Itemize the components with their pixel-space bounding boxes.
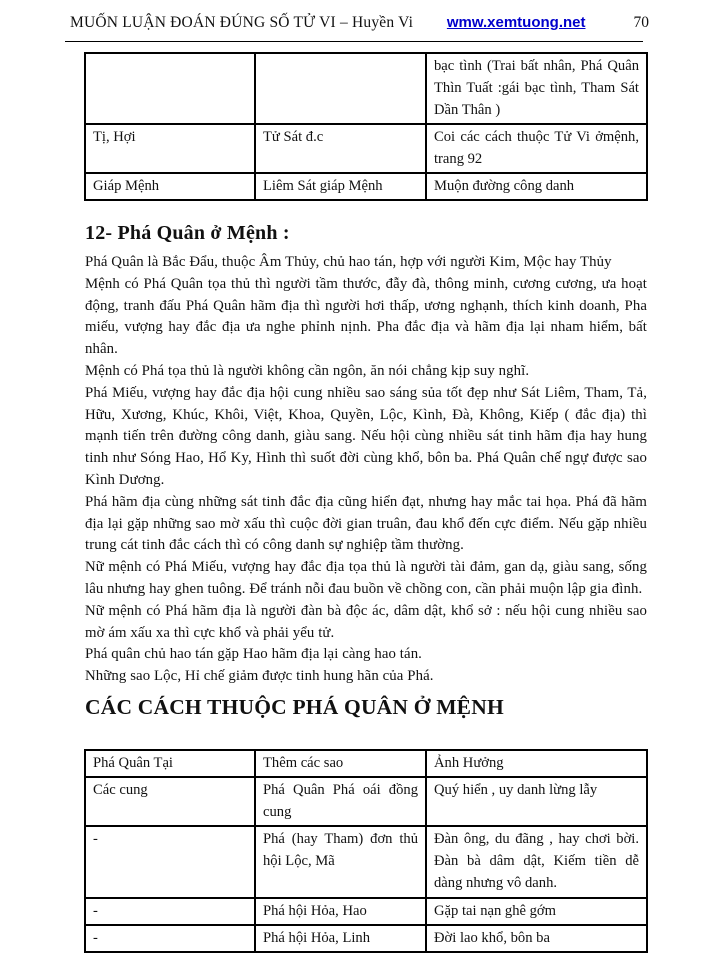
- table-cell: Muộn đường công danh: [426, 173, 647, 200]
- section-body: [85, 252, 647, 688]
- page-number: 70: [633, 14, 649, 31]
- table-cell: Tử Sát đ.c: [255, 124, 426, 173]
- body-paragraph: Mệnh có Phá tọa thủ là người không cần ngôn, ăn nói chẳng kịp suy nghĩ.: [85, 362, 530, 379]
- body-paragraph: Phá quân chủ hao tán gặp Hao hãm địa lại càng hao tán.: [85, 646, 422, 663]
- body-paragraph: Phá hãm địa cùng những sát tinh đắc địa cũng hiển đạt, nhưng hay mắc tai họa. Phá đã hãm địa lại gặp những sao mờ xấu thì cuộc đời gian truân, đau khổ đến cực điểm. Nếu gặp nhiều trung cát tinh đắc cách thì có công danh sự nghiệp tầm thường.: [85, 493, 647, 554]
- table-cell: Phá hội Hỏa, Hao: [255, 898, 426, 925]
- table-header-row: [85, 750, 647, 777]
- continuation-table: [84, 52, 648, 201]
- table-cell: Gặp tai nạn ghê gớm: [426, 898, 647, 925]
- table-row: [85, 925, 647, 952]
- table-cell: [85, 53, 255, 124]
- chapter-heading: CÁC CÁCH THUỘC PHÁ QUÂN Ở MỆNH: [85, 694, 504, 719]
- cases-table: [84, 749, 648, 953]
- table-cell: Phá (hay Tham) đơn thủ hội Lộc, Mã: [255, 826, 426, 898]
- table-cell: -: [85, 898, 255, 925]
- body-paragraph: Nữ mệnh có Phá Miếu, vượng hay đắc địa tọa thủ là người tài đảm, gan dạ, giàu sang, sống lâu nhưng hay ghen tuông. Để tránh nỗi đau buồn về chồng con, cần phải muộn lập gia đình.: [85, 559, 647, 597]
- table-cell: -: [85, 925, 255, 952]
- body-paragraph: Mệnh có Phá Quân tọa thủ thì người tầm thước, đẫy đà, thông minh, cương cương, ưa hoạt động, tranh đấu Phá Quân hãm địa thì người hơi thấp, ương nghạnh, thích kinh doanh, Pha miếu, vượng hay đắc địa ưa nghe phỉnh nịnh. Pha đắc địa và hãm địa lại nham hiểm, bất nhân.: [85, 275, 647, 358]
- table-cell: Phá hội Hỏa, Linh: [255, 925, 426, 952]
- website-link[interactable]: wmw.xemtuong.net: [446, 14, 586, 31]
- table-cell: Coi các cách thuộc Tử Vi ởmệnh, trang 92: [426, 124, 647, 173]
- table-row: [85, 124, 647, 173]
- table-cell: [255, 53, 426, 124]
- header-divider: [65, 41, 643, 42]
- column-header: Phá Quân Tại: [85, 750, 255, 777]
- page-header: [70, 14, 649, 32]
- body-paragraph: Nữ mệnh có Phá hãm địa là người đàn bà độc ác, dâm dật, khổ sở : nếu hội cung nhiều sao mờ ám xấu xa thì cực khổ và phải yểu tử.: [85, 602, 647, 641]
- table-row: [85, 777, 647, 826]
- table-row: [85, 826, 647, 898]
- column-header: Thêm các sao: [255, 750, 426, 777]
- table-cell: Liêm Sát giáp Mệnh: [255, 173, 426, 200]
- table-cell: Giáp Mệnh: [85, 173, 255, 200]
- table-row: [85, 898, 647, 925]
- table-cell: Đàn ông, du đãng , hay chơi bời. Đàn bà dâm dật, Kiếm tiền dễ dàng nhưng vô danh.: [426, 826, 647, 898]
- table-row: [85, 53, 647, 124]
- column-header: Ảnh Hưởng: [426, 750, 647, 777]
- table-cell: bạc tình (Trai bất nhân, Phá Quân Thìn Tuất :gái bạc tình, Tham Sát Dần Thân ): [426, 53, 647, 124]
- body-paragraph: Những sao Lộc, Hỉ chế giảm được tinh hung hãn của Phá.: [85, 668, 434, 685]
- table-cell: Các cung: [85, 777, 255, 826]
- table-cell: Đời lao khổ, bôn ba: [426, 925, 647, 952]
- document-title: MUỐN LUẬN ĐOÁN ĐÚNG SỐ TỬ VI – Huyền Vi: [70, 14, 414, 31]
- table-cell: Phá Quân Phá oái đồng cung: [255, 777, 426, 826]
- table-cell: -: [85, 826, 255, 898]
- section-heading: 12- Phá Quân ở Mệnh :: [85, 222, 290, 244]
- table-cell: Quý hiển , uy danh lừng lẫy: [426, 777, 647, 826]
- body-paragraph: Phá Quân là Bắc Đẩu, thuộc Âm Thủy, chủ hao tán, hợp với người Kim, Mộc hay Thủy: [85, 254, 612, 270]
- table-row: [85, 173, 647, 200]
- table-cell: Tị, Hợi: [85, 124, 255, 173]
- body-paragraph: Phá Miếu, vượng hay đắc địa hội cung nhiều sao sáng sủa tốt đẹp như Sát Liêm, Tham, Tả, Hữu, Xương, Khúc, Khôi, Việt, Khoa, Quyền, Lộc, Kình, Đà, Không, Kiếp ( đắc địa) thì mạnh tiến trên đường công danh, giàu sang. Nếu hội cùng nhiều sát tinh hãm địa hay hung tinh như Sóng Hao, Hổ Ky, Hình thì suốt đời cùng khổ, bôn ba. Phá Quân chế ngự được sao Kình Dương.: [85, 384, 647, 488]
